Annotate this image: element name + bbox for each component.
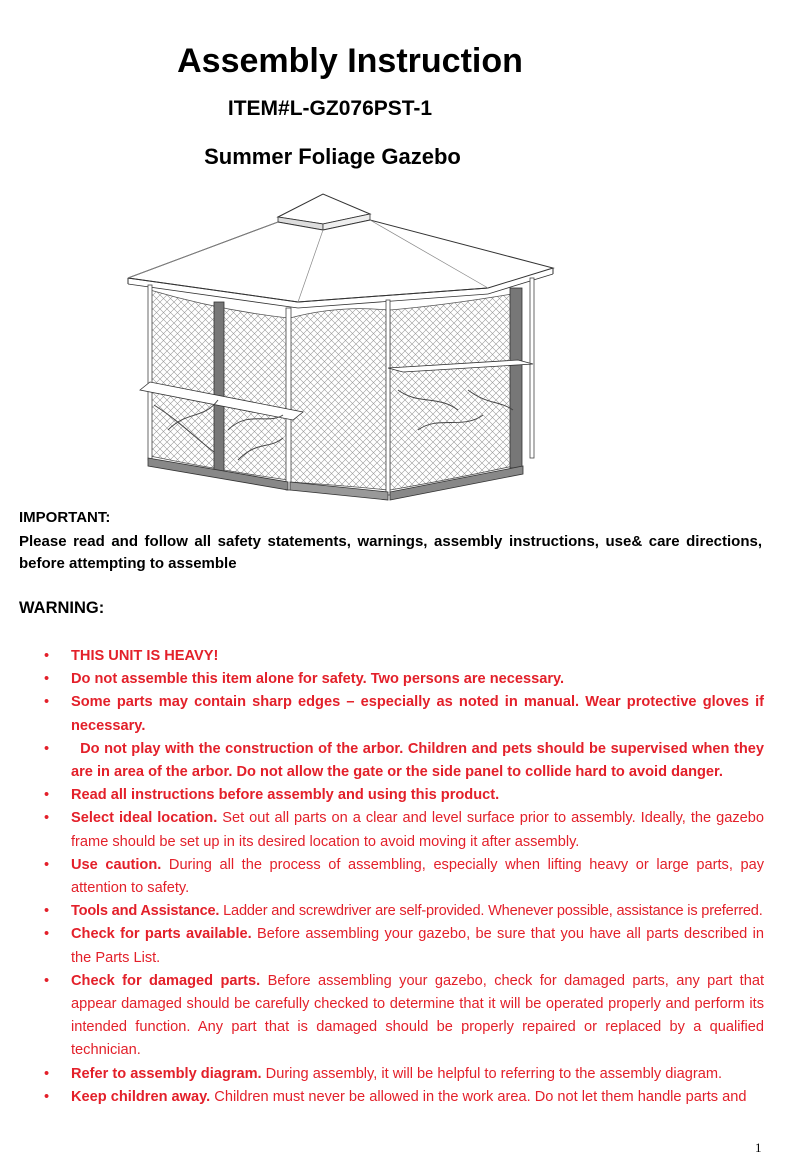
bullet-icon: • [44,1088,50,1105]
page-number: 1 [755,1140,762,1155]
list-item: • Tools and Assistance. Ladder and screwdriver are self-provided. Whenever possible, assistance is preferred. [44,900,764,923]
bullet-icon: • [44,694,50,711]
bullet-icon: • [44,810,50,827]
bullet-icon: • [44,903,49,920]
list-item: • Refer to assembly diagram. During assembly, it will be helpful to referring to the assembly diagram. [44,1063,764,1086]
list-item: • Do not assemble this item alone for safety. Two persons are necessary. [44,668,764,691]
gazebo-drawing-icon [118,190,558,505]
list-item: • Some parts may contain sharp edges – especially as noted in manual. Wear protective gloves if necessary. [44,691,764,737]
list-item: • THIS UNIT IS HEAVY! [44,645,764,668]
list-item: • Check for damaged parts. Before assembling your gazebo, check for damaged parts, any part that appear damaged should be carefully checked to determine that it will be operated properly and perform its intended function. Any part that is damaged should be properly repaired or replaced by a qualified technician. [44,970,764,1063]
bullet-icon: • [44,671,50,688]
warning-label: WARNING: [19,599,105,617]
list-item: • Keep children away. Children must never be allowed in the work area. Do not let them handle parts and [44,1086,764,1109]
bullet-icon: • [44,1065,50,1082]
bullet-icon: • [44,972,50,989]
bullet-icon: • [44,648,50,664]
list-item: • Read all instructions before assembly and using this product. [44,784,764,807]
important-label: IMPORTANT: [19,509,111,526]
bullet-icon: • [44,787,50,804]
product-name: Summer Foliage Gazebo [204,144,461,169]
important-text: Please read and follow all safety statements, warnings, assembly instructions, use& care directions, before attempting to assemble [19,533,762,572]
item-number: ITEM#L-GZ076PST-1 [227,97,433,120]
list-item: • Do not play with the construction of the arbor. Children and pets should be supervised when they are in area of the arbor. Do not allow the gate or the side panel to collide hard to avoid danger. [44,738,764,784]
document-title: Assembly Instruction [177,42,523,80]
list-item: • Check for parts available. Before assembling your gazebo, be sure that you have all parts described in the Parts List. [44,923,764,969]
bullet-icon: • [44,740,50,757]
bullet-icon: • [44,926,50,943]
list-item: • Select ideal location. Set out all parts on a clear and level surface prior to assembly. Ideally, the gazebo frame should be set up in its desired location to avoid moving it after assembly. [44,807,764,853]
bullet-icon: • [44,856,50,873]
warning-list [44,645,769,1109]
list-item: • Use caution. During all the process of assembling, especially when lifting heavy or large parts, pay attention to safety. [44,854,764,900]
